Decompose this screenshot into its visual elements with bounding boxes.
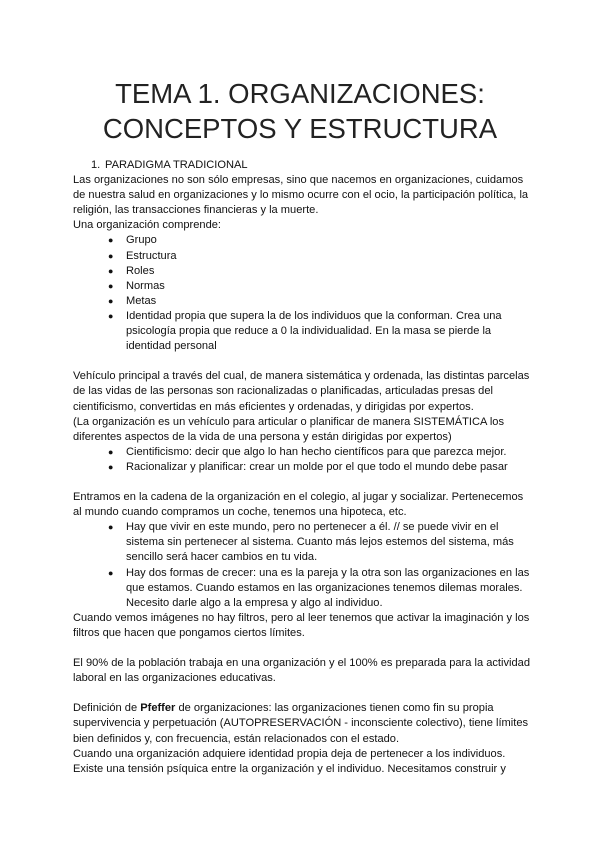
list-item-text: Normas (126, 279, 165, 292)
paragraph-8-lead: Definición de (73, 702, 141, 715)
list-item-text: Identidad propia que supera la de los individuos que la conforman. Crea una psicología propia que reduce a 0 la individualidad. En la masa se pierde la identidad personal (126, 309, 502, 353)
paragraph-2: Una organización comprende: (73, 219, 222, 232)
list-item (73, 460, 533, 475)
paragraph-8-rest: de organizaciones: las organizaciones tienen como fin su propia supervivencia y perpetuación (AUTOPRESERVACIÓN - inconsciente colectivo), tiene límites bien definidos y, con frecuencia, están relacionados con el estado. (73, 702, 529, 745)
document-body (73, 158, 533, 777)
section-heading-text: PARADIGMA TRADICIONAL (105, 159, 248, 171)
section-heading (73, 158, 533, 173)
list-item-text: Cientificismo: decir que algo lo han hecho científicos para que parezca mejor. (126, 445, 507, 458)
list-item-text: Estructura (126, 249, 177, 262)
list-item-text: Hay que vivir en este mundo, pero no pertenecer a él. // se puede vivir en el sistema sin pertenecer al sistema. Cuanto más lejos estemos del sistema, más sencillo será hacer cambios en tu vida. (126, 521, 514, 564)
list-item (73, 279, 533, 294)
paragraph-6: Cuando vemos imágenes no hay filtros, pero al leer tenemos que activar la imaginación y los filtros que hacen que pongamos ciertos límites. (73, 611, 530, 639)
spacer (73, 641, 533, 656)
bullet-icon: ● (108, 250, 114, 261)
paragraph-9: Cuando una organización adquiere identidad propia deja de pertenecer a los individuos. Existe una tensión psíquica entre la organización y el individuo. Necesitamos construir y (73, 747, 506, 775)
bullet-icon: ● (108, 461, 114, 472)
list-item (73, 294, 533, 309)
list-item (73, 249, 533, 264)
list-belonging (73, 520, 533, 611)
document-title (40, 76, 560, 146)
bullet-icon: ● (108, 310, 114, 321)
spacer (73, 686, 533, 701)
paragraph-5: Entramos en la cadena de la organización en el colegio, al jugar y socializar. Pertenecemos al mundo cuando compramos un coche, tenemos una hipoteca, etc. (73, 491, 524, 519)
list-item (73, 566, 533, 611)
list-item (73, 445, 533, 460)
list-item (73, 309, 533, 354)
list-item-text: Hay dos formas de crecer: una es la pareja y la otra son las organizaciones en las que estamos. Cuando estamos en las organizaciones tenemos dilemas morales. Necesito darle algo a la empresa y algo al individuo. (126, 566, 530, 609)
list-item (73, 520, 533, 565)
list-rationalization (73, 445, 533, 475)
section-number: 1. (91, 159, 101, 171)
paragraph-8 (73, 701, 533, 746)
bullet-icon: ● (108, 280, 114, 291)
paragraph-7: El 90% de la población trabaja en una organización y el 100% es preparada para la actividad laboral en las organizaciones educativas. (73, 657, 530, 685)
paragraph-4: (La organización es un vehículo para articular o planificar de manera SISTEMÁTICA los diferentes aspectos de la vida de una persona y están dirigidas por expertos) (73, 415, 505, 443)
title-line-1: TEMA 1. ORGANIZACIONES: (115, 78, 485, 109)
bullet-icon: ● (108, 446, 114, 457)
list-item-text: Roles (126, 264, 155, 277)
spacer (73, 354, 533, 369)
list-item (73, 264, 533, 279)
spacer (73, 475, 533, 490)
bullet-icon: ● (108, 265, 114, 276)
list-item-text: Metas (126, 294, 157, 307)
paragraph-3: Vehículo principal a través del cual, de manera sistemática y ordenada, las distintas parcelas de las vidas de las personas son racionalizadas o planificadas, articuladas presas del cientificismo, convertidas en más eficientes y ordenadas, y dirigidas por expertos. (73, 370, 530, 413)
author-name: Pfeffer (140, 702, 176, 715)
list-item-text: Grupo (126, 234, 157, 247)
title-line-2: CONCEPTOS Y ESTRUCTURA (102, 113, 498, 144)
bullet-icon: ● (108, 522, 114, 533)
bullet-icon: ● (108, 235, 114, 246)
bullet-icon: ● (108, 295, 114, 306)
list-components (73, 233, 533, 354)
list-item-text: Racionalizar y planificar: crear un molde por el que todo el mundo debe pasar (126, 460, 508, 473)
list-item (73, 233, 533, 248)
bullet-icon: ● (108, 567, 114, 578)
paragraph-1: Las organizaciones no son sólo empresas, sino que nacemos en organizaciones, cuidamos de nuestra salud en organizaciones y lo mismo ocurre con el ocio, la participación política, la religión, las transacciones financieras y la muerte. (73, 174, 529, 217)
